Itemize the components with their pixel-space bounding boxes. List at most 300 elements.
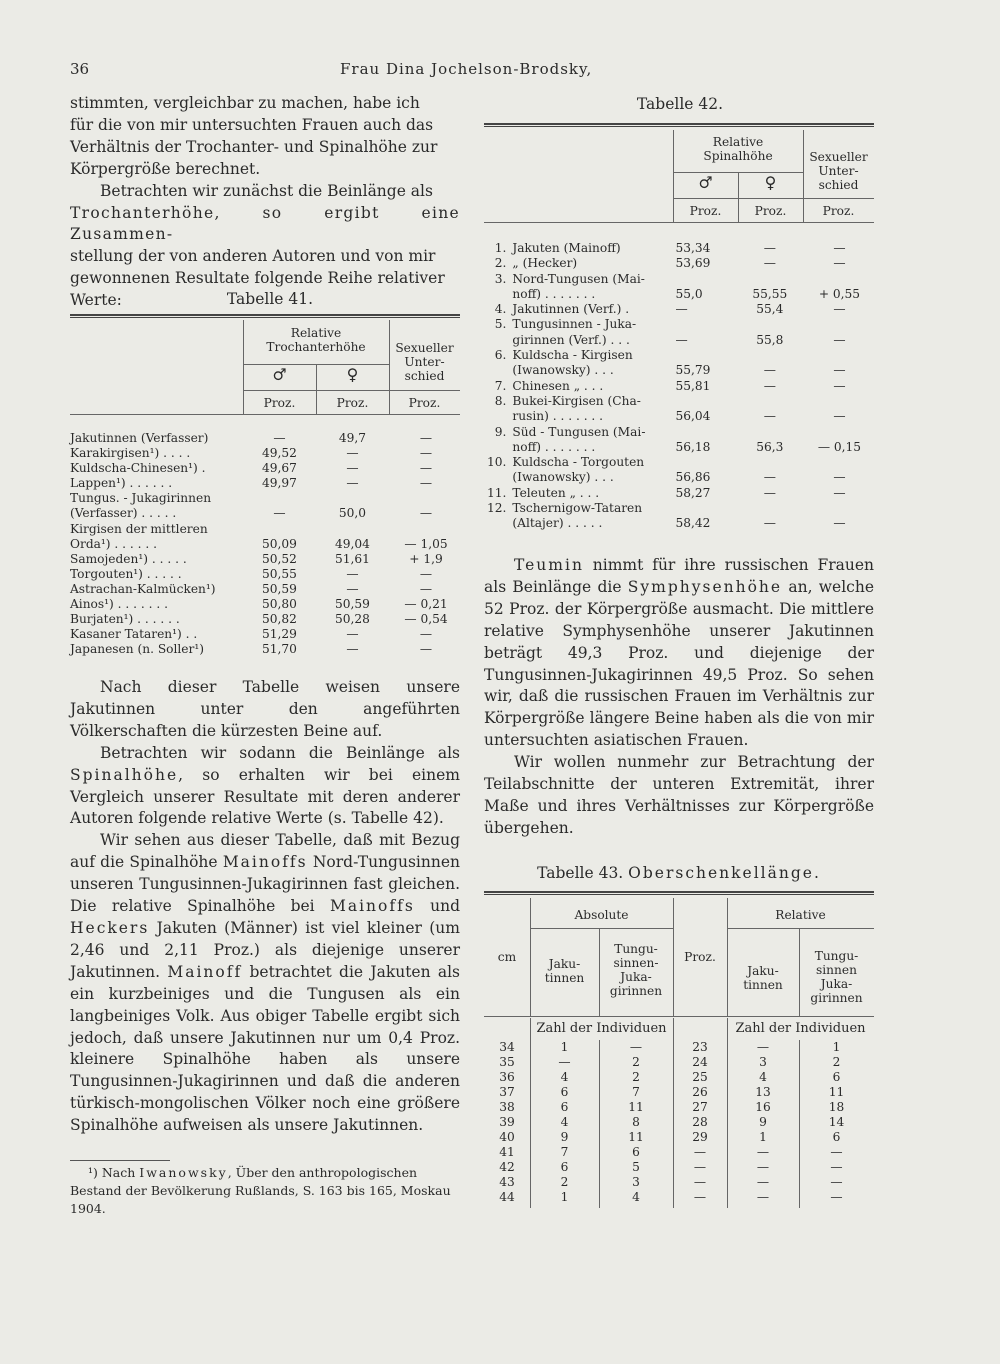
table-cell: — (419, 476, 433, 491)
table-cell: Jakuten (Mainoff) (512, 241, 621, 255)
table-cell: Nord-Tungusen (Mai- (512, 271, 645, 286)
table-cell: — (833, 256, 846, 271)
table-cell: 49,67 (262, 461, 297, 476)
table-cell (484, 288, 509, 303)
table-row (484, 1086, 874, 1101)
table-row (67, 477, 463, 492)
table-cell: 5 (632, 1160, 640, 1174)
table-cell (484, 471, 509, 486)
table-cell: 50,09 (262, 536, 297, 551)
emphasis: Spinalhöhe (70, 765, 179, 784)
author-name: Mainoffs (329, 897, 415, 916)
table-cell: — (346, 446, 359, 461)
table-cell: Kasaner Tataren¹) . . (70, 627, 198, 642)
table-cell: 34 (499, 1040, 515, 1054)
paragraph: Nach dieser Tabelle weisen unsere Jakutinnen unter den angeführten Völkerschaften die kürzesten Beine auf. (70, 678, 460, 740)
table-cell: 18 (828, 1100, 845, 1114)
table-cell: 6 (560, 1160, 569, 1174)
table-cell: — (346, 581, 359, 596)
table-cell: Tungus. - Jukagirinnen (70, 491, 212, 506)
table-cell (484, 441, 509, 456)
table-cell: 43 (499, 1175, 515, 1189)
table-row (484, 1071, 874, 1086)
table-cell: 55,81 (675, 378, 711, 393)
table-cell: Ainos¹) . . . . . . . (70, 597, 169, 612)
table-cell: 50,55 (262, 566, 297, 581)
table-cell (673, 426, 738, 441)
header-cell: Sexueller (395, 341, 454, 355)
text-run: Wir sehen aus dieser Tabelle, daß mit Bezug auf die Spinalhöhe (70, 831, 460, 872)
table-cell: — (833, 363, 846, 378)
table-cell: 6 (832, 1130, 841, 1144)
table-row (484, 380, 877, 395)
text-run: und (430, 897, 460, 916)
table-cell: 9 (560, 1130, 569, 1144)
table-cell (243, 523, 316, 538)
table-cell: 9 (759, 1115, 767, 1129)
table-row (484, 288, 877, 303)
table-cell: 11 (828, 1085, 845, 1099)
header-cell: schied (404, 369, 445, 383)
table-cell: 55,0 (675, 286, 703, 301)
paragraph: Wir wollen nunmehr zur Betrachtung der Teilabschnitte der unteren Extremität, ihrer Maße und ihres Verhältnisses zur Körpergröße übergehen. (484, 753, 874, 837)
table41-hline (243, 390, 460, 391)
table-cell: Lappen¹) . . . . . . (70, 476, 173, 491)
table42-hline (673, 198, 874, 199)
table-row (484, 395, 877, 410)
table-cell: 12. (487, 501, 507, 516)
header-cell: Unter- (818, 164, 859, 178)
table-cell: 50,52 (262, 551, 297, 566)
table-cell: — (693, 1160, 707, 1174)
table-cell: — (833, 470, 846, 485)
table-cell: 7 (560, 1145, 569, 1159)
table-cell: Astrachan-Kalmücken¹) (70, 581, 216, 596)
header-cell: schied (818, 178, 859, 192)
table-cell: 44 (499, 1190, 515, 1204)
table-cell: — (756, 1160, 770, 1174)
table-cell: — (346, 566, 359, 581)
table-cell: 1 (832, 1040, 841, 1054)
table41-hline (70, 414, 460, 415)
unit-label: Proz. (754, 204, 787, 218)
table43-head-cm: cm (497, 950, 517, 964)
table-row (67, 643, 463, 658)
table42-hline (484, 222, 874, 223)
header-cell: sinnen (816, 963, 857, 977)
left-top-text (70, 93, 460, 312)
table42-top-rule (484, 123, 874, 127)
table-cell: 51,61 (335, 551, 370, 566)
table-cell: 41 (499, 1145, 515, 1159)
table-row (67, 598, 463, 613)
table-cell: 16 (755, 1100, 771, 1114)
table-cell: 6 (632, 1145, 640, 1159)
table-cell: — (833, 378, 846, 393)
table-cell: 42 (499, 1160, 515, 1174)
table-cell (673, 318, 738, 333)
table-cell: 8. (494, 393, 507, 408)
table-cell (484, 517, 509, 532)
count-label: Zahl der Individuen (536, 1021, 667, 1036)
table-cell: 4 (560, 1115, 569, 1129)
paragraph (70, 830, 460, 1137)
table-row (484, 471, 877, 486)
table-cell (316, 523, 389, 538)
table-cell: — (558, 1055, 571, 1069)
table-cell: — (763, 378, 776, 393)
text-run: an, welche 52 Proz. der Körpergröße ausmacht. Die mittlere relative Symphysenhöhe unserer Jakutinnen beträgt 49,3 Proz. und diejenige der Tungusinnen-Jukagirinnen 49,5 Proz. So sehen wir, daß die russischen Frauen im Verhältnis zur Körpergröße längere Beine haben als die von mir untersuchten asiatischen Frauen. (484, 577, 874, 750)
table-row (484, 410, 877, 425)
table-cell: 2. (494, 256, 507, 271)
table-cell: — (419, 461, 433, 476)
header-cell: Spinalhöhe (703, 149, 773, 163)
table-row (484, 318, 877, 333)
table-row (484, 257, 877, 272)
footnote-rule (70, 1160, 170, 1161)
table-cell (738, 426, 802, 441)
table-cell: 37 (499, 1085, 515, 1099)
table-cell: — (419, 446, 433, 461)
table-cell: 50,82 (262, 612, 297, 627)
table-cell: 11 (628, 1130, 644, 1144)
table-cell: — (419, 581, 433, 596)
table-row (484, 334, 877, 349)
table-cell: — (756, 1175, 770, 1189)
table-cell: — (419, 627, 433, 642)
table-cell: 1 (759, 1130, 767, 1144)
table-cell: 11. (487, 485, 507, 500)
table-row (484, 349, 877, 364)
table-row (484, 1161, 874, 1176)
table43-head-tung (599, 942, 673, 998)
table-cell: + 1,9 (409, 551, 443, 566)
female-symbol-icon: ♀ (764, 173, 777, 192)
table-cell: 40 (499, 1130, 515, 1144)
table-cell: 10. (487, 455, 507, 470)
table-row (484, 426, 877, 441)
table-cell (802, 273, 877, 288)
table-cell: — 0,54 (404, 612, 448, 627)
table-cell: Samojeden¹) . . . . . (70, 551, 187, 566)
table-cell: 3 (632, 1175, 640, 1189)
table-cell: 56,86 (675, 470, 711, 485)
table-row (484, 303, 877, 318)
table42-caption: Tabelle 42. (636, 95, 724, 113)
table-cell (389, 492, 463, 507)
table-cell: 1 (560, 1040, 569, 1054)
table-cell: Kuldscha - Kirgisen (512, 348, 633, 363)
table-cell: 49,7 (338, 431, 367, 445)
table-cell: 27 (692, 1100, 708, 1114)
table-row (484, 1116, 874, 1131)
table-row (484, 242, 877, 257)
table-cell (738, 318, 802, 333)
table-cell: 55,79 (675, 363, 711, 378)
running-head: Frau Dina Jochelson-Brodsky, (340, 60, 593, 78)
table-cell: — (763, 409, 776, 424)
table-cell (738, 456, 802, 471)
table-row (67, 613, 463, 628)
table-cell: 58,27 (675, 485, 711, 500)
table-cell (802, 318, 877, 333)
table-cell: 2 (632, 1055, 640, 1069)
table42-head-relative (673, 135, 803, 163)
table-cell: 55,4 (756, 302, 784, 317)
author-name: Iwanowsky (139, 1165, 228, 1180)
table-cell: (Altajer) . . . . . (512, 516, 603, 531)
author-name: Teumin (514, 556, 584, 574)
table-cell: Karakirgisen¹) . . . . (70, 446, 191, 461)
table-cell (673, 502, 738, 517)
male-symbol-icon: ♂ (698, 173, 713, 192)
table-cell: (Verfasser) . . . . . (70, 506, 177, 521)
table-cell: — (419, 506, 433, 521)
table-cell: 55,55 (752, 286, 788, 301)
table43-head-proz: Proz. (684, 950, 716, 964)
table-row (67, 447, 463, 462)
table-cell: 7 (632, 1085, 640, 1099)
page-number: 36 (70, 60, 90, 78)
table-cell (802, 502, 877, 517)
table43-caption (484, 864, 874, 882)
table-cell: rusin) . . . . . . . (512, 409, 604, 424)
table-cell: — (756, 1040, 770, 1054)
table-cell: — (830, 1160, 843, 1174)
unit-label: Proz. (408, 396, 441, 410)
text-run: , Über den anthropologischen Bestand der Bevölkerung Rußlands, S. 163 bis 165, Moskau 1904. (70, 1165, 451, 1216)
table-cell: 50,28 (335, 612, 370, 627)
text-run: ¹) Nach (88, 1165, 136, 1180)
author-name: Mainoffs (222, 853, 308, 872)
paragraph (70, 743, 460, 831)
table-row (484, 1176, 874, 1191)
table-cell: 56,3 (756, 439, 784, 454)
table-row (67, 523, 463, 538)
unit-label: Proz. (822, 204, 855, 218)
table-cell: — (763, 241, 776, 255)
table-cell: — (833, 485, 846, 500)
text-run: Nord-Tungusinnen unseren Tungusinnen-Jukagirinnen fast gleichen. Die relative Spinalhöhe bei (70, 853, 460, 916)
table-row (484, 1101, 874, 1116)
table-row (484, 1056, 874, 1071)
table-cell: 50,80 (262, 597, 297, 612)
table-cell (484, 334, 509, 349)
table-cell: — (830, 1190, 843, 1204)
table-cell: — 0,21 (404, 597, 448, 612)
table-cell (673, 395, 738, 410)
table-cell: 53,34 (675, 241, 711, 255)
table-cell: 2 (560, 1175, 569, 1189)
header-cell: Juka- (820, 977, 853, 991)
table-cell: — (419, 431, 433, 445)
table41-head-relative (243, 326, 389, 354)
table-cell: (Iwanowsky) . . . (512, 470, 614, 485)
table-cell: 50,59 (262, 581, 297, 596)
table-cell: — (675, 302, 688, 317)
header-cell: tinnen (544, 971, 585, 985)
table-row (484, 1131, 874, 1146)
header-cell: Relative (712, 135, 764, 149)
table-cell: 49,52 (262, 446, 297, 461)
table41-hline (243, 364, 389, 365)
table-cell: 2 (632, 1070, 640, 1084)
table-cell: — (693, 1175, 707, 1189)
table-cell (484, 364, 509, 379)
table-row (67, 507, 463, 522)
table-cell: 4. (494, 302, 507, 317)
text-line: stimmten, vergleichbar zu machen, habe ich (70, 94, 420, 112)
header-cell: Unter- (404, 355, 445, 369)
table-row (67, 553, 463, 568)
table-row (484, 364, 877, 379)
table-cell: — (763, 470, 776, 485)
table-cell: — (346, 627, 359, 642)
table-cell: — (756, 1190, 770, 1204)
table-cell: 55,8 (756, 332, 784, 347)
table-row (67, 432, 463, 447)
header-cell: Trochanterhöhe (266, 340, 366, 354)
table-cell: 35 (499, 1055, 515, 1069)
table-cell: 14 (828, 1115, 845, 1129)
header-cell: sinnen- (613, 956, 659, 970)
table-row (67, 568, 463, 583)
table-row (484, 456, 877, 471)
table-cell: 7. (494, 378, 507, 393)
table-cell (316, 492, 389, 507)
header-cell: Jaku- (548, 957, 581, 971)
table43-head-rjak (727, 964, 799, 992)
table-cell: 4 (560, 1070, 569, 1084)
table-cell (802, 426, 877, 441)
table-cell: noff) . . . . . . . (512, 439, 596, 454)
author-name: Heckers (70, 918, 150, 937)
table-row (67, 583, 463, 598)
table-row (484, 273, 877, 288)
header-cell: tinnen (743, 978, 783, 992)
table-cell: 56,18 (675, 439, 711, 454)
table-row (484, 487, 877, 502)
table43-head-absolute: Absolute (574, 908, 629, 922)
header-cell: girinnen (609, 984, 663, 998)
unit-label: Proz. (689, 204, 722, 218)
table-cell: 36 (499, 1070, 515, 1084)
table41-top-rule (70, 314, 460, 318)
text-line: Trochanterhöhe, so ergibt eine Zusammen- (70, 203, 460, 244)
table-row (484, 441, 877, 456)
table-cell: — (763, 485, 776, 500)
table-cell (802, 456, 877, 471)
table-cell: Burjaten¹) . . . . . . (70, 612, 180, 627)
table-cell: — (830, 1145, 843, 1159)
table-cell: 2 (832, 1055, 841, 1069)
table-cell: Süd - Tungusen (Mai- (512, 424, 646, 439)
unit-label: Proz. (263, 396, 296, 410)
table-cell (243, 492, 316, 507)
table-row (484, 517, 877, 532)
table-row (67, 462, 463, 477)
text-line: Betrachten wir zunächst die Beinlänge als (100, 181, 433, 200)
male-symbol-icon: ♂ (272, 365, 287, 384)
table-cell: girinnen (Verf.) . . . (512, 332, 630, 347)
table-row (67, 492, 463, 507)
header-cell: girinnen (810, 991, 863, 1005)
table-cell (673, 456, 738, 471)
header-cell: Tungu- (614, 942, 658, 956)
table-row (484, 1041, 874, 1056)
table-cell: 53,69 (675, 256, 711, 271)
table-cell (673, 273, 738, 288)
header-cell: Juka- (620, 970, 652, 984)
table-cell: 51,29 (262, 627, 297, 642)
count-label: Zahl der Individuen (735, 1021, 866, 1036)
table-cell: — 1,05 (404, 536, 448, 551)
table-cell: 1 (560, 1190, 569, 1204)
text-line: Werte: (70, 291, 122, 310)
table-cell: 25 (692, 1070, 708, 1084)
table-cell (738, 273, 802, 288)
table43-head-jak (530, 957, 599, 985)
text-run: betrachtet die Jakuten als ein kurzbeiniges und die Tungusen als ein langbeiniges Volk. Aus obiger Tabelle ergibt sich jedoch, daß unsere Jakutinnen nur um 0,4 Proz. kleinere Spinalhöhe haben als unsere Tungusinnen-Jukagirinnen und daß die anderen türkisch-mongolischen Völker noch eine größere Spinalhöhe aufweisen als unsere Jakutinnen. (70, 962, 460, 1135)
table-cell: Teleuten „ . . . (512, 485, 600, 500)
table-cell: Torgouten¹) . . . . . (70, 566, 182, 581)
text-line: gewonnenen Resultate folgende Reihe relativer (70, 269, 445, 288)
table42-head-sex (803, 150, 874, 192)
table-cell: 24 (692, 1055, 708, 1069)
table-cell: 11 (628, 1100, 644, 1114)
table-cell: 5. (494, 317, 507, 332)
text-line: Körpergröße berechnet. (70, 159, 261, 178)
text-run: Betrachten wir sodann die Beinlänge als (100, 743, 460, 762)
table-cell: — (833, 516, 846, 531)
table-cell (484, 410, 509, 425)
table42-hline (673, 172, 803, 173)
table43-hline (530, 928, 673, 929)
text-run: , so erhalten wir bei einem Vergleich unserer Resultate mit deren anderer Autoren folgende relative Werte (s. Tabelle 42). (70, 765, 460, 828)
table41-head-sex (389, 341, 460, 383)
table-cell: — (763, 256, 776, 271)
table-cell: Kuldscha-Chinesen¹) . (70, 461, 206, 476)
table-cell: (Iwanowsky) . . . (512, 363, 614, 378)
table-cell: — (763, 516, 776, 531)
footnote (70, 1164, 460, 1218)
table-row (484, 502, 877, 517)
header-cell: Relative (290, 326, 342, 340)
left-bottom-text (70, 677, 460, 1137)
table-cell: — (346, 642, 359, 657)
table-cell (802, 395, 877, 410)
table-cell: — (763, 363, 776, 378)
table-cell: — (629, 1040, 643, 1054)
table-cell: — (346, 476, 359, 491)
table-cell: — (419, 642, 433, 657)
table-cell: 6 (832, 1070, 841, 1084)
table-cell: 56,04 (675, 409, 711, 424)
table41-caption: Tabelle 41. (226, 290, 314, 308)
table-cell: 50,59 (335, 597, 370, 612)
text-line: stellung der von anderen Autoren und von mir (70, 247, 436, 266)
table-row (67, 538, 463, 553)
table-cell (389, 523, 463, 538)
table-cell: 1. (494, 241, 507, 255)
header-cell: Tungu- (814, 949, 859, 963)
table-cell: Kuldscha - Torgouten (512, 455, 645, 470)
table-cell: 49,97 (262, 476, 297, 491)
table41 (67, 432, 463, 658)
text-run: Jakuten (Männer) ist viel kleiner (um 2,46 und 2,11 Proz.) als diejenige unserer Jakutinnen. (70, 918, 460, 981)
header-cell: Jaku- (747, 964, 779, 978)
table-cell: — (833, 409, 846, 424)
